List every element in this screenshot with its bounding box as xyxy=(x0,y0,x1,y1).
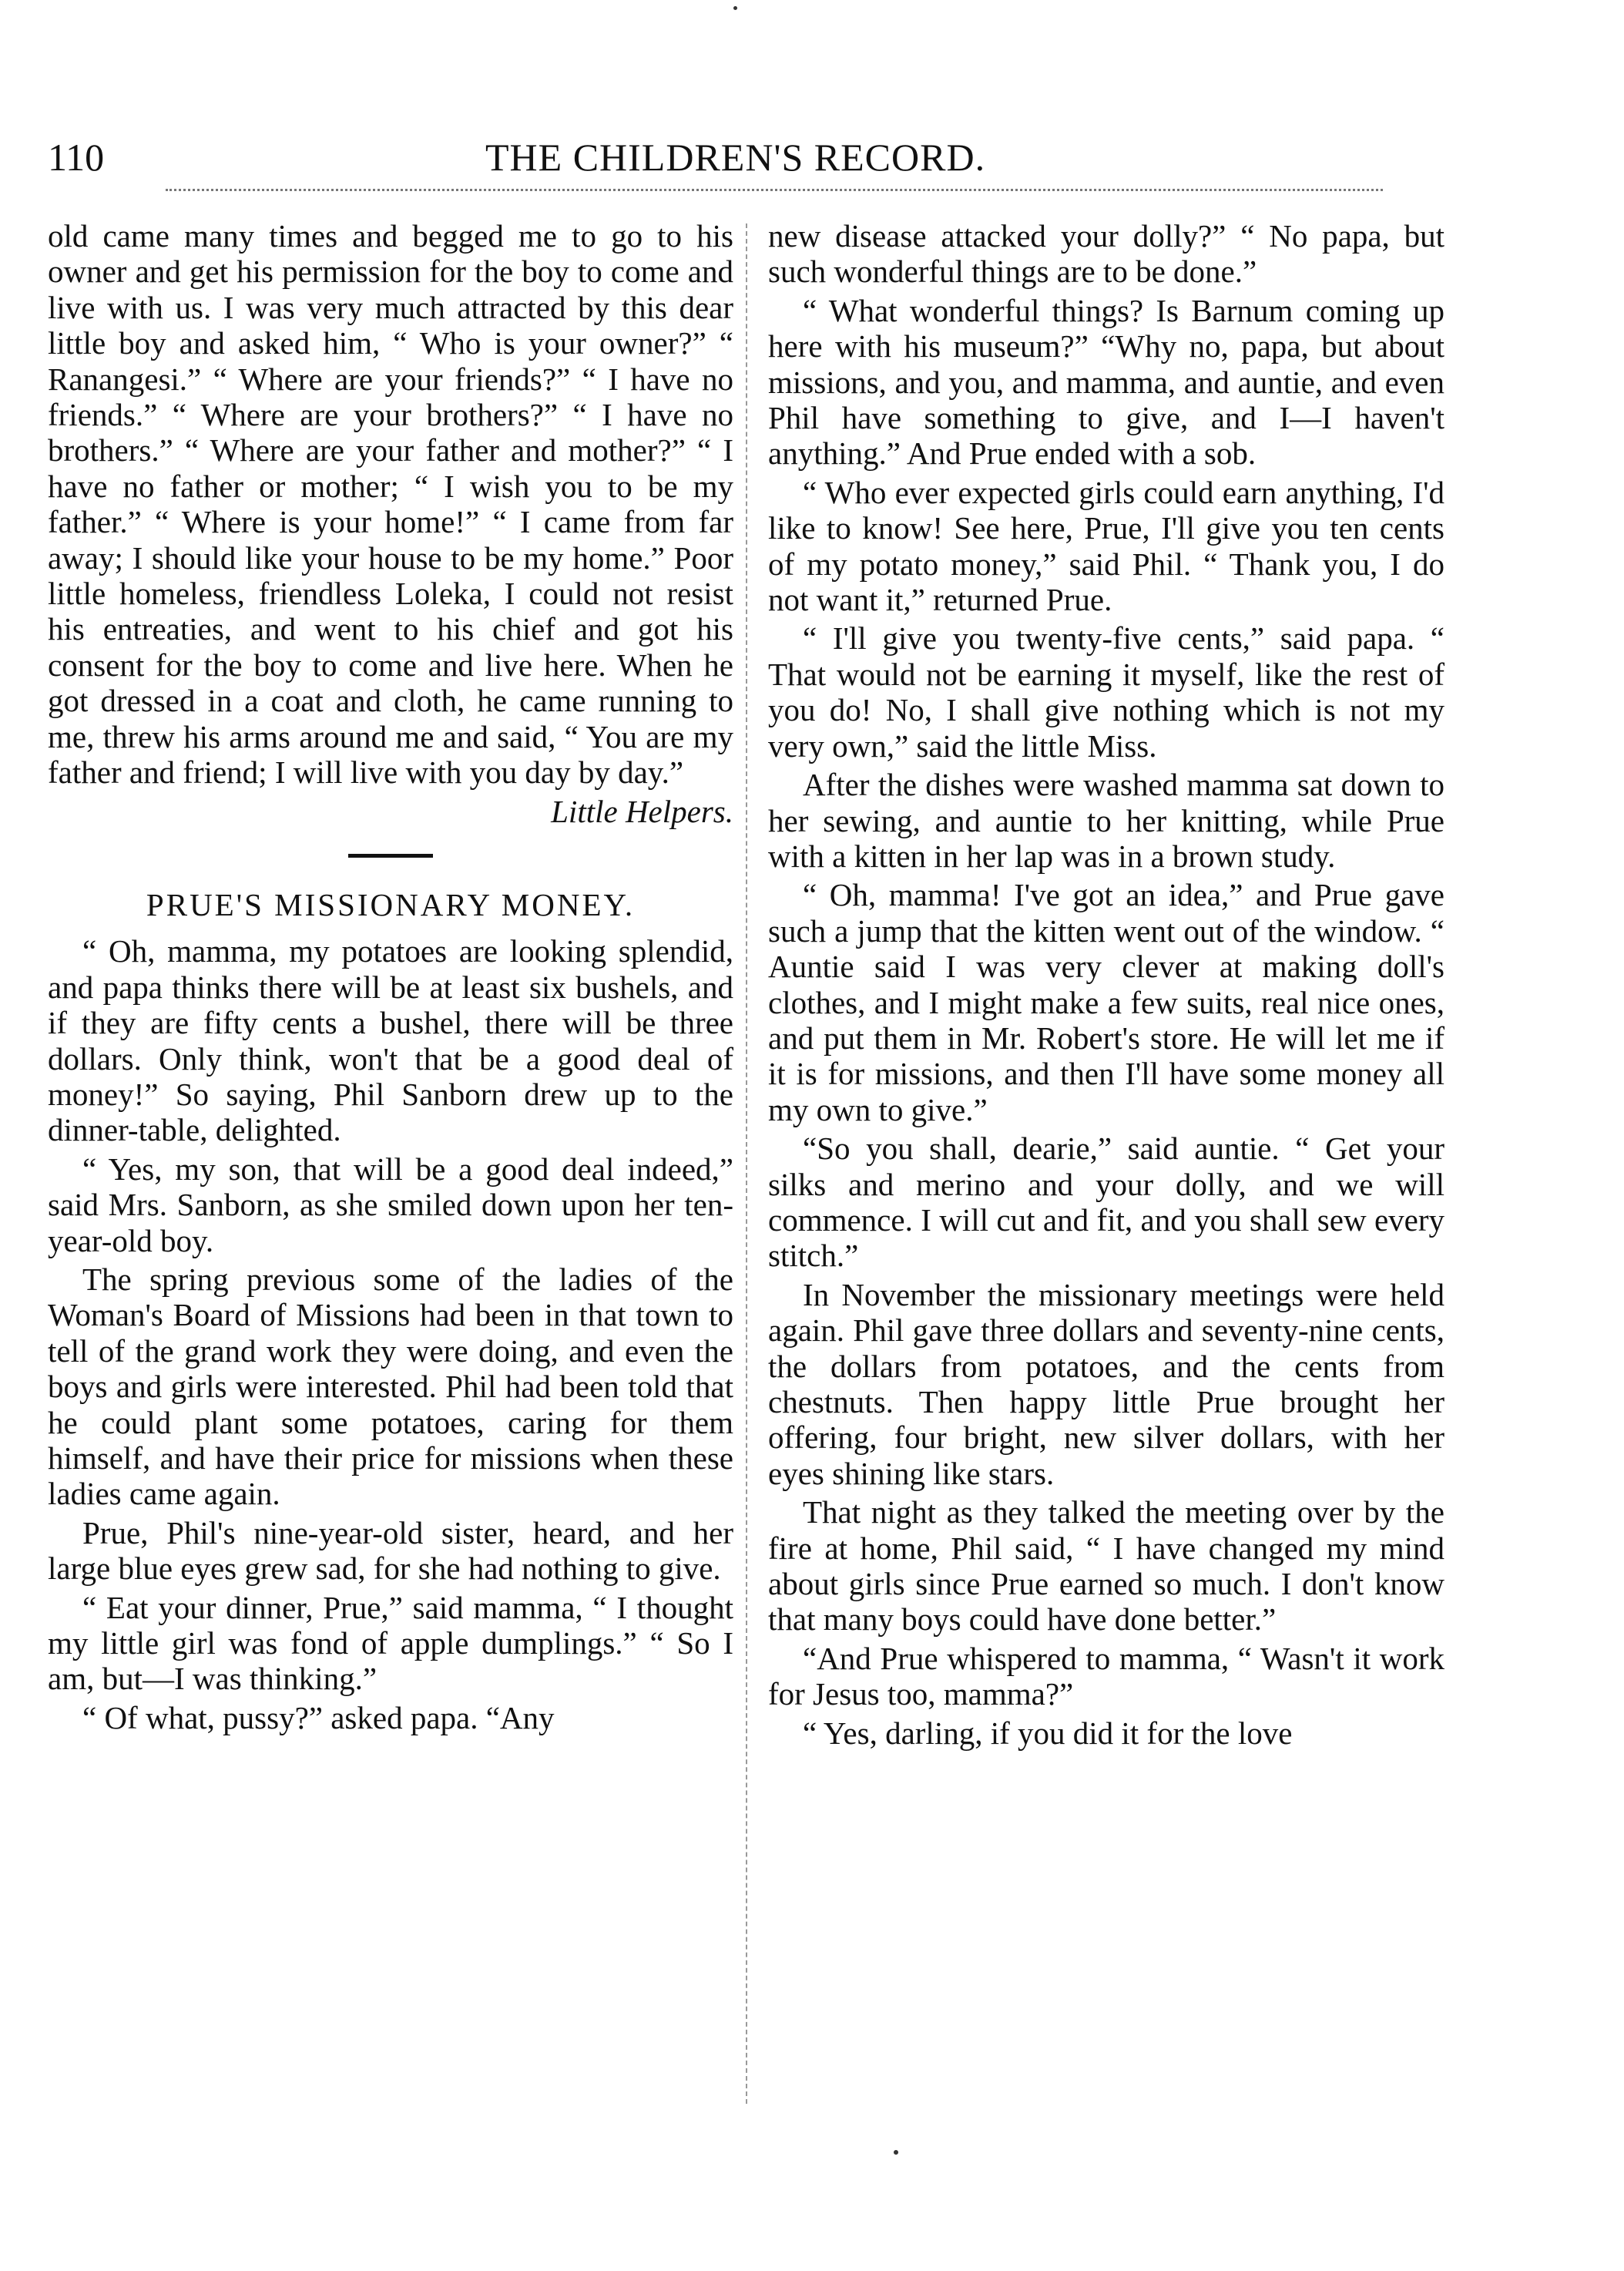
paragraph: “ Who ever expected girls could earn anything, I'd like to know! See here, Prue, I'll give you ten cents of my potato money,” said Phil. “ Thank you, I do not want it,” returned Prue. xyxy=(768,474,1444,618)
paragraph: “ Oh, mamma, my potatoes are looking splendid, and papa thinks there will be at least six bushels, and if they are fifty cents a bushel, there will be three dollars. Only think, won't that be a good deal of money!” So saying, Phil Sanborn drew up to the dinner-table, delighted. xyxy=(48,933,733,1148)
paragraph: “ What wonderful things? Is Barnum coming up here with his museum?” “Why no, papa, but about missions, and you, and mamma, and auntie, and even Phil have something to give, and I—I haven't anything.” And Prue ended with a sob. xyxy=(768,292,1444,472)
paragraph: In November the missionary meetings were held again. Phil gave three dollars and seventy-nine cents, the dollars from potatoes, and the cents from chestnuts. Then happy little Prue brought her offering, four bright, new silver dollars, with her eyes shining like stars. xyxy=(768,1276,1444,1491)
paragraph: “ I'll give you twenty-five cents,” said papa. “ That would not be earning it myself, like the rest of you do! No, I shall give nothing which is not my very own,” said the little Miss. xyxy=(768,620,1444,764)
page-number: 110 xyxy=(48,136,105,179)
section-divider xyxy=(348,854,433,858)
paragraph: “So you shall, dearie,” said auntie. “ Get your silks and merino and your dolly, and we will commence. I will cut and fit, and you shall sew every stitch.” xyxy=(768,1130,1444,1274)
paragraph: “ Yes, darling, if you did it for the love xyxy=(803,1715,1293,1751)
page-header xyxy=(0,135,1624,189)
paragraph: “ Oh, mamma! I've got an idea,” and Prue gave such a jump that the kitten went out of the window. “ Auntie said I was very clever at making doll's clothes, and I might make a few suits, real nice ones, and put them in Mr. Robert's store. He will let me if it is for missions, and then I'll have some money all my own to give.” xyxy=(768,877,1444,1127)
paragraph: “ Of what, pussy?” asked papa. “Any xyxy=(82,1699,555,1735)
ink-dot xyxy=(733,6,737,10)
paragraph: That night as they talked the meeting over by the fire at home, Phil said, “ I have changed my mind about girls since Prue earned so much. I don't know that many boys could have done better.” xyxy=(768,1494,1444,1638)
signature: Little Helpers. xyxy=(551,793,733,829)
paragraph: new disease attacked your dolly?” “ No papa, but such wonderful things are to be done.” xyxy=(768,218,1444,290)
paragraph: After the dishes were washed mamma sat down to her sewing, and auntie to her knitting, while Prue with a kitten in her lap was in a brown study. xyxy=(768,767,1444,874)
paragraph: “And Prue whispered to mamma, “ Wasn't it work for Jesus too, mamma?” xyxy=(768,1640,1444,1712)
right-column xyxy=(768,218,1444,1751)
paragraph: old came many times and begged me to go to his owner and get his permission for the boy to come and live with us. I was very much attracted by this dear little boy and asked him, “ Who is your owner?” “ Ranangesi.” “ Where are your friends?” “ I have no friends.” “ Where are your brothers?” “ I have no brothers.” “ Where are your father and mother?” “ I have no father or mother; “ I wish you to be my father.” “ Where is your home!” “ I came from far away; I should like your house to be my home.” Poor little homeless, friendless Loleka, I could not resist his entreaties, and went to his chief and got his consent for the boy to come and live here. When he got dressed in a coat and cloth, he came running to me, threw his arms around me and said, “ You are my father and friend; I will live with you day by day.” xyxy=(48,218,733,791)
header-rule xyxy=(166,189,1383,191)
paragraph: The spring previous some of the ladies of the Woman's Board of Missions had been in that town to tell of the grand work they were doing, and even the boys and girls were interested. Phil had been told that he could plant some potatoes, caring for them himself, and have their price for missions when these ladies came again. xyxy=(48,1261,733,1512)
paragraph: “ Eat your dinner, Prue,” said mamma, “ I thought my little girl was fond of apple dumplings.” “ So I am, but—I was thinking.” xyxy=(48,1589,733,1697)
column-divider xyxy=(746,223,747,2104)
paragraph: “ Yes, my son, that will be a good deal indeed,” said Mrs. Sanborn, as she smiled down upon her ten-year-old boy. xyxy=(48,1151,733,1258)
paragraph: Prue, Phil's nine-year-old sister, heard, and her large blue eyes grew sad, for she had nothing to give. xyxy=(48,1514,733,1587)
left-column xyxy=(48,218,733,1735)
running-title: THE CHILDREN'S RECORD. xyxy=(485,136,986,179)
article-title: PRUE'S MISSIONARY MONEY. xyxy=(146,886,636,922)
ink-dot xyxy=(894,2150,898,2155)
